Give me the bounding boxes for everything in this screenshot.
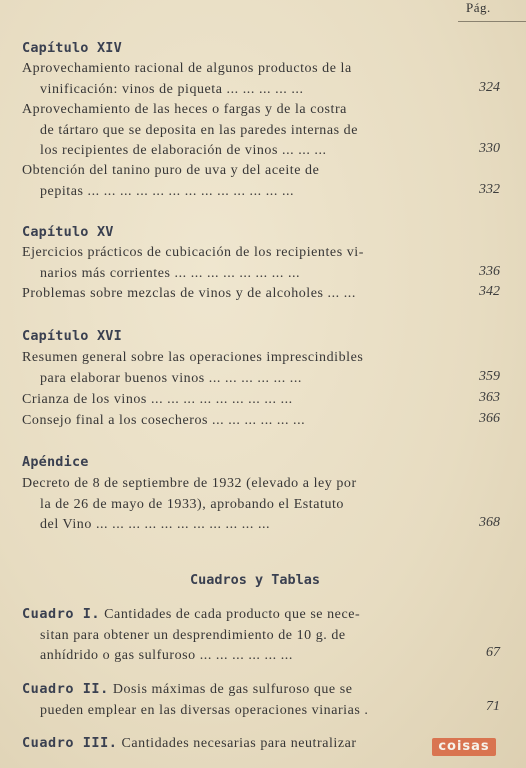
page-number: 67: [486, 645, 500, 660]
page-number: 366: [479, 411, 500, 426]
index-entry: [22, 411, 454, 432]
table-entry: [22, 679, 454, 721]
page-number: 359: [479, 369, 500, 384]
entry-line: Resumen general sobre las operaciones imprescindibles: [22, 350, 364, 365]
page-number: 332: [479, 182, 500, 197]
index-entry: [22, 59, 454, 100]
page-number: 363: [479, 390, 500, 405]
entry-line: sitan para obtener un desprendimiento de 10 g. de: [40, 627, 346, 643]
entry-line: los recipientes de elaboración de vinos ... ... ...: [40, 143, 327, 158]
table-label: Cuadro II.: [22, 681, 109, 697]
index-entry: [22, 390, 454, 411]
entry-line: Ejercicios prácticos de cubicación de los recipientes vi-: [22, 245, 364, 260]
entry-line: Crianza de los vinos ... ... ... ... ... ... ... ... ...: [22, 392, 293, 407]
table-label: Cuadro I.: [22, 606, 101, 622]
entry-line: la de 26 de mayo de 1933), aprobando el Estatuto: [40, 496, 344, 512]
page-column-label: Pág.: [466, 0, 491, 15]
page-number: 342: [479, 284, 500, 299]
entry-line: del Vino ... ... ... ... ... ... ... ... ... ... ...: [40, 517, 271, 532]
entry-line: vinificación: vinos de piqueta ... ... ... ... ...: [40, 81, 304, 97]
watermark-logo: coisas: [432, 738, 496, 756]
tables-section-title: Cuadros y Tablas: [190, 572, 321, 588]
index-entry: [22, 474, 454, 536]
header-rule: [458, 21, 526, 22]
index-entry: [22, 348, 454, 389]
page-number: 330: [479, 141, 500, 156]
page-number: 336: [479, 264, 500, 279]
entry-line: Aprovechamiento de las heces o fargas y de la costra: [22, 102, 347, 117]
index-entry: [22, 100, 454, 162]
page-number: 324: [479, 80, 500, 95]
entry-line: pepitas ... ... ... ... ... ... ... ... ... ... ... ... ...: [40, 183, 295, 199]
chapter-heading-xiv: Capítulo XIV: [22, 40, 122, 56]
index-entry: [22, 284, 454, 305]
page-number: 368: [479, 515, 500, 530]
chapter-heading-xv: Capítulo XV: [22, 224, 114, 240]
entry-line: anhídrido o gas sulfuroso ... ... ... ... ... ...: [40, 648, 293, 663]
entry-line: Dosis máximas de gas sulfuroso que se: [112, 682, 353, 697]
entry-line: pueden emplear en las diversas operaciones vinarias .: [40, 702, 369, 718]
table-entry: [22, 733, 454, 755]
index-entry: [22, 243, 454, 284]
entry-line: Cantidades necesarias para neutralizar: [121, 736, 357, 751]
page-number: 71: [486, 699, 500, 714]
entry-line: Cantidades de cada producto que se nece-: [104, 607, 361, 622]
table-label: Cuadro III.: [22, 735, 118, 751]
entry-line: narios más corrientes ... ... ... ... ... ... ... ...: [40, 265, 301, 281]
entry-line: para elaborar buenos vinos ... ... ... ... ... ...: [40, 370, 302, 386]
chapter-heading-xvi: Capítulo XVI: [22, 328, 122, 344]
entry-line: de tártaro que se deposita en las paredes internas de: [40, 122, 358, 138]
entry-line: Aprovechamiento racional de algunos productos de la: [22, 61, 352, 76]
entry-line: Obtención del tanino puro de uva y del aceite de: [22, 163, 320, 178]
entry-line: Problemas sobre mezclas de vinos y de alcoholes ... ...: [22, 286, 356, 301]
appendix-heading: Apéndice: [22, 454, 89, 470]
index-entry: [22, 161, 454, 202]
entry-line: Decreto de 8 de septiembre de 1932 (elevado a ley por: [22, 476, 357, 491]
table-entry: [22, 604, 454, 667]
entry-line: Consejo final a los cosecheros ... ... ... ... ... ...: [22, 413, 306, 428]
